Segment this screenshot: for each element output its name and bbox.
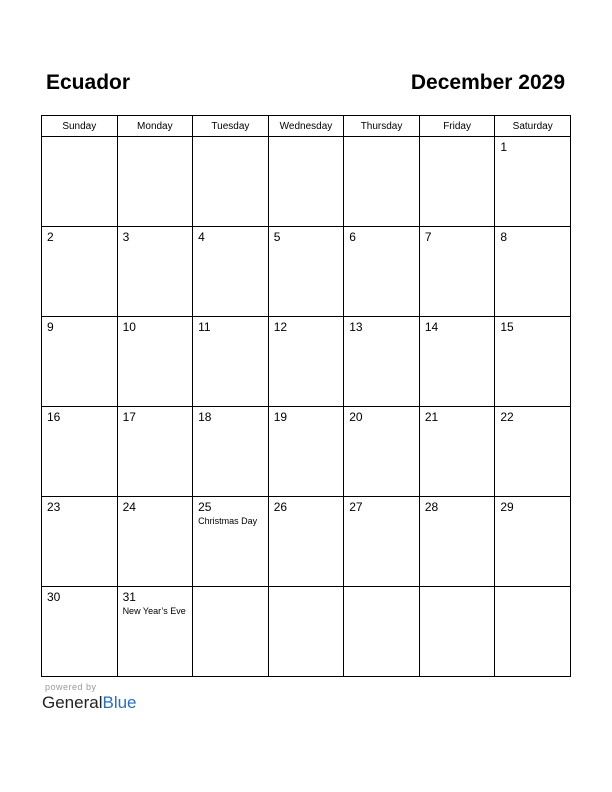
day-number (495, 587, 570, 590)
day-number: 16 (47, 410, 61, 424)
day-number: 9 (47, 320, 54, 334)
calendar-day-cell (495, 227, 571, 317)
weekday-header: Saturday (495, 116, 571, 137)
calendar-day-cell (193, 227, 269, 317)
month-year-title: December 2029 (410, 71, 565, 94)
calendar-day-cell (268, 587, 344, 677)
calendar-grid (41, 115, 571, 677)
day-number: 23 (47, 500, 61, 514)
weekday-header: Friday (419, 116, 495, 137)
calendar-day-cell (117, 317, 193, 407)
day-number (269, 137, 344, 140)
day-number: 28 (424, 500, 439, 514)
day-number: 10 (122, 320, 136, 334)
day-number: 4 (198, 230, 205, 244)
calendar-day-cell (495, 587, 571, 677)
calendar-day-cell (344, 137, 420, 227)
calendar-week-row (42, 587, 571, 677)
weekday-header: Wednesday (268, 116, 344, 137)
day-number: 24 (122, 500, 136, 514)
calendar-day-cell (419, 587, 495, 677)
day-number (344, 587, 419, 590)
weekday-header: Sunday (42, 116, 118, 137)
holiday-label: New Year’s Eve (122, 606, 186, 616)
day-number (420, 587, 495, 590)
brand-general-text: General (42, 693, 103, 712)
day-number (193, 137, 268, 140)
powered-by-label: powered by (45, 682, 97, 692)
day-number: 2 (47, 230, 54, 244)
calendar-day-cell (117, 587, 193, 677)
calendar-day-cell (268, 407, 344, 497)
calendar-day-cell (495, 317, 571, 407)
calendar-week-row (42, 497, 571, 587)
calendar-day-cell (117, 407, 193, 497)
calendar-week-row (42, 317, 571, 407)
day-number (42, 137, 117, 140)
calendar-day-cell (344, 497, 420, 587)
day-number: 7 (424, 230, 432, 244)
day-number: 8 (500, 230, 508, 244)
calendar-day-cell (193, 137, 269, 227)
calendar-day-cell (42, 227, 118, 317)
day-number: 26 (273, 500, 288, 514)
calendar-day-cell (268, 137, 344, 227)
calendar-day-cell (117, 497, 193, 587)
calendar-day-cell (419, 497, 495, 587)
day-number: 1 (500, 140, 508, 154)
day-number: 22 (500, 410, 514, 424)
day-number: 11 (198, 320, 211, 334)
holiday-label: Christmas Day (198, 516, 258, 526)
day-number: 30 (47, 590, 61, 604)
calendar-day-cell (344, 407, 420, 497)
calendar-day-cell (268, 497, 344, 587)
calendar-day-cell (42, 587, 118, 677)
brand-blue-text: Blue (102, 693, 137, 712)
calendar-day-cell (268, 227, 344, 317)
calendar-day-cell (419, 227, 495, 317)
day-number: 20 (349, 410, 363, 424)
calendar-day-cell (344, 227, 420, 317)
calendar-day-cell (193, 317, 269, 407)
calendar-day-cell (495, 497, 571, 587)
calendar-week-row (42, 227, 571, 317)
calendar-day-cell (419, 407, 495, 497)
calendar-week-row (42, 137, 571, 227)
calendar-day-cell (419, 137, 495, 227)
weekday-header: Tuesday (193, 116, 269, 137)
calendar-day-cell (344, 587, 420, 677)
day-number (193, 587, 268, 590)
day-number (420, 137, 495, 140)
day-number: 19 (273, 410, 288, 424)
calendar-day-cell (419, 317, 495, 407)
calendar-day-cell (117, 137, 193, 227)
day-number: 31 (122, 590, 136, 604)
day-number: 15 (500, 320, 514, 334)
weekday-header: Thursday (344, 116, 420, 137)
weekday-header-row (42, 116, 571, 137)
day-number (269, 587, 344, 590)
calendar-day-cell (42, 137, 118, 227)
day-number (118, 137, 193, 140)
calendar-day-cell (42, 407, 118, 497)
calendar-day-cell (117, 227, 193, 317)
day-number: 27 (349, 500, 363, 514)
calendar-week-row (42, 407, 571, 497)
day-number: 6 (349, 230, 356, 244)
calendar-day-cell (193, 587, 269, 677)
generalblue-logo (42, 693, 137, 713)
day-number: 13 (349, 320, 363, 334)
day-number: 17 (122, 410, 136, 424)
day-number: 18 (198, 410, 212, 424)
day-number: 12 (273, 320, 288, 334)
day-number: 5 (273, 230, 281, 244)
calendar-weeks (42, 137, 571, 677)
calendar-day-cell (193, 497, 269, 587)
calendar-day-cell (42, 317, 118, 407)
calendar-day-cell (268, 317, 344, 407)
day-number: 21 (424, 410, 439, 424)
calendar-day-cell (42, 497, 118, 587)
day-number: 29 (500, 500, 514, 514)
weekday-header: Monday (117, 116, 193, 137)
day-number (344, 137, 419, 140)
calendar-day-cell (495, 137, 571, 227)
day-number: 14 (424, 320, 439, 334)
country-title: Ecuador (46, 71, 131, 94)
calendar-day-cell (495, 407, 571, 497)
day-number: 25 (198, 500, 212, 514)
calendar-day-cell (344, 317, 420, 407)
calendar-day-cell (193, 407, 269, 497)
day-number: 3 (122, 230, 130, 244)
